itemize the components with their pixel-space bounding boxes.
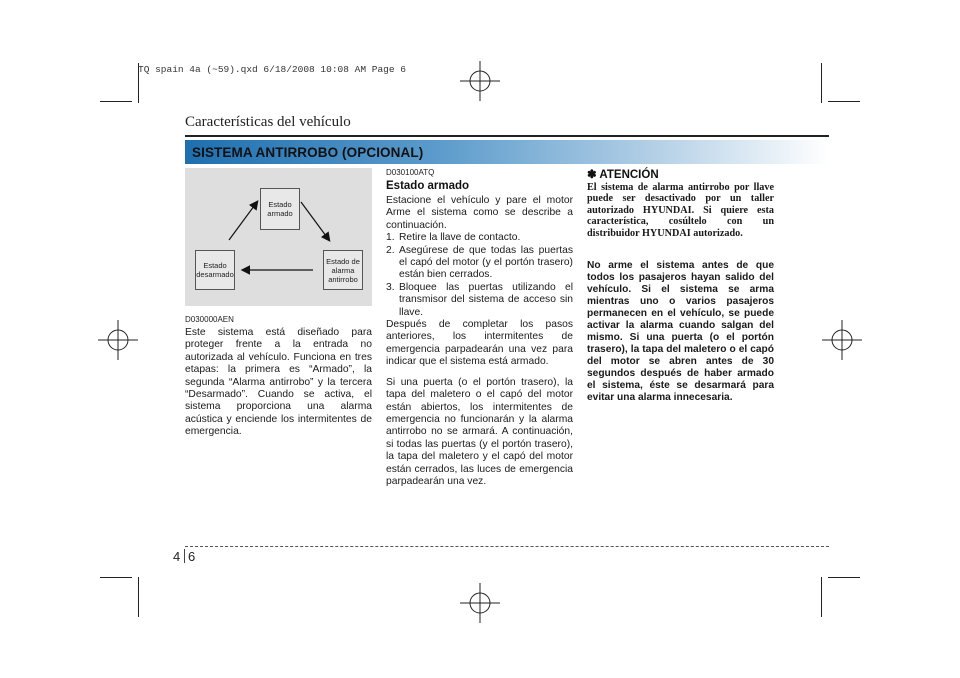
warning-star-icon: ✽ [587,169,597,181]
list-item: 1. Retire la llave de contacto. [386,232,521,244]
list-item: 3. Bloquee las puertas utilizando el transmisor del sistema de acceso sin llave. [386,281,573,318]
footer-rule [185,546,829,547]
armed-intro: Estacione el vehículo y pare el motor Arme el sistema como se describe a continuación. [386,195,573,231]
arming-steps [386,232,573,319]
page-number: 6 [188,549,196,564]
header-rule [185,135,829,137]
registration-mark-icon [98,320,138,360]
alarm-state-diagram [185,168,372,306]
crop-mark [828,577,860,578]
diagram-box-armed: Estado armado [260,188,300,230]
registration-mark-icon [822,320,862,360]
subsection-heading: Estado armado [386,180,470,192]
crop-mark [828,101,860,102]
registration-mark-icon [460,583,500,623]
arrow-disarmed-to-armed [229,202,257,240]
warning-dealer-note: El sistema de alarma antirrobo por llave puede ser desactivado por un taller autorizado HYUNDAI. Si quiere esta característica, cosúltelo con un distribuidor HYUNDAI autorizado. [587,182,774,239]
crop-mark [821,577,822,617]
section-title: SISTEMA ANTIRROBO (OPCIONAL) [192,145,424,160]
col2-body [386,195,573,488]
crop-mark [138,577,139,617]
page-number-separator [184,549,185,563]
armed-confirmation: Después de completar los pasos anteriores, los intermitentes de emergencia parpadearán una vez para indicar que el sistema está armado. [386,319,573,368]
diagram-box-alarm: Estado de alarma antirrobo [323,250,363,290]
intro-paragraph: Este sistema está diseñado para proteger frente a la entrada no autorizada al vehículo. Funciona en tres etapas: la primera es “Armado”, la segunda “Alarma antirrobo” y la tercera “Desarmado”. Cuando se activa, el sistema proporciona una alarma acústica y enciende los intermitentes de emergencia. [185,327,372,438]
crop-mark [100,101,132,102]
chapter-number: 4 [173,549,181,564]
crop-mark [821,63,822,103]
print-slug: TQ spain 4a (~59).qxd 6/18/2008 10:08 AM Page 6 [138,64,406,75]
warning-bold-text: No arme el sistema antes de que todos los pasajeros hayan salido del vehículo. Si el sistema se arma mientras uno o varios pasajeros permanecen en el vehículo, se puede activar la alarma cuando salgan del mismo. Si una puerta (o el portón trasero), la tapa del maletero o el capó del motor se abren antes de 30 segundos después de haber armado el sistema, éste se desarmará para evitar una alarma innecesaria. [587,260,774,403]
armed-open-door-note: Si una puerta (o el portón trasero), la tapa del maletero o el capó del motor están abiertos, los intermitentes de emergencia no funcionarán y la alarma antirrobo no se armará. A continuación, si todas las puertas (y el portón trasero), la tapa del maletero y el capó del motor están cerrados, las luces de emergencia parpadearán una vez. [386,376,573,487]
registration-mark-icon [460,61,500,101]
section-code: D030100ATQ [386,168,435,177]
warning-heading [587,167,774,181]
crop-mark [100,577,132,578]
warning-title: ATENCIÓN [599,169,659,181]
arrow-armed-to-alarm [301,202,329,240]
diagram-box-disarmed: Estado desarmado [195,250,235,290]
list-item: 2. Asegúrese de que todas las puertas el capó del motor (y el portón trasero) están bien cerrados. [386,244,573,281]
diagram-arrows [185,168,372,306]
section-code: D030000AEN [185,315,234,324]
chapter-title: Características del vehículo [185,114,351,130]
